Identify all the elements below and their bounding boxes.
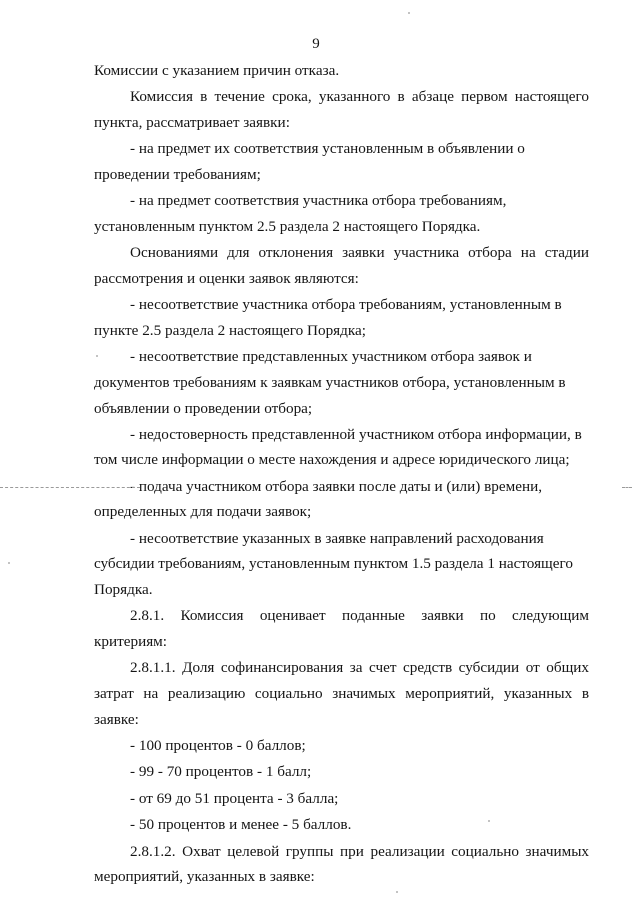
scan-artifact-line-right xyxy=(622,487,632,488)
list-item-score-99-70: - 99 - 70 процентов - 1 балл; xyxy=(130,763,312,781)
list-item-score-100: - 100 процентов - 0 баллов; xyxy=(130,737,306,754)
list-item-participant-compliance: - на предмет соответствия участника отбора требованиям, установленным пунктом 2.5 раздела 2 настоящего Порядка. xyxy=(94,192,507,235)
scan-speck xyxy=(8,562,10,564)
paragraph-target-group: 2.8.1.2. Охват целевой группы при реализации социально значимых мероприятий, указанных в заявке: xyxy=(94,842,589,886)
list-item-participant-mismatch: - несоответствие участника отбора требованиям, установленным в пункте 2.5 раздела 2 настоящего Порядка; xyxy=(94,296,562,339)
document-body xyxy=(94,58,589,891)
scan-artifact-line xyxy=(0,487,140,488)
page-number: 9 xyxy=(312,36,320,52)
paragraph-refusal-reasons: Комиссии с указанием причин отказа. xyxy=(94,62,340,79)
list-item-spending-mismatch: - несоответствие указанных в заявке направлений расходования субсидии требованиям, установленным пунктом 1.5 раздела 1 настоящего Порядка. xyxy=(94,529,573,599)
scan-speck xyxy=(408,12,410,14)
paragraph-commission-review: Комиссия в течение срока, указанного в абзаце первом настоящего пункта, рассматривает заявки: xyxy=(94,88,589,131)
list-item-unreliable-info: - недостоверность представленной участником отбора информации, в том числе информации о месте нахождения и адресе юридического лица; xyxy=(94,425,582,469)
scan-speck xyxy=(488,820,490,822)
paragraph-rejection-grounds: Основаниями для отклонения заявки участника отбора на стадии рассмотрения и оценки заявок являются: xyxy=(94,244,589,287)
list-item-late-submission: - подача участником отбора заявки после даты и (или) времени, определенных для подачи заявок; xyxy=(94,477,543,521)
list-item-documents-mismatch: - несоответствие представленных участником отбора заявок и документов требованиям к заявкам участников отбора, установленным в объявлении о проведении отбора; xyxy=(94,348,566,417)
list-item-requirements-compliance: - на предмет их соответствия установленным в объявлении о проведении требованиям; xyxy=(94,140,525,183)
scan-speck xyxy=(96,355,98,357)
list-item-score-69-51: - от 69 до 51 процента - 3 балла; xyxy=(130,789,339,807)
scan-speck xyxy=(396,891,398,893)
paragraph-cofinancing-share: 2.8.1.1. Доля софинансирования за счет средств субсидии от общих затрат на реализацию социально значимых мероприятий, указанных в заявке: xyxy=(94,659,589,728)
paragraph-evaluation-criteria: 2.8.1. Комиссия оценивает поданные заявки по следующим критериям: xyxy=(94,607,589,651)
list-item-score-50: - 50 процентов и менее - 5 баллов. xyxy=(130,816,352,834)
